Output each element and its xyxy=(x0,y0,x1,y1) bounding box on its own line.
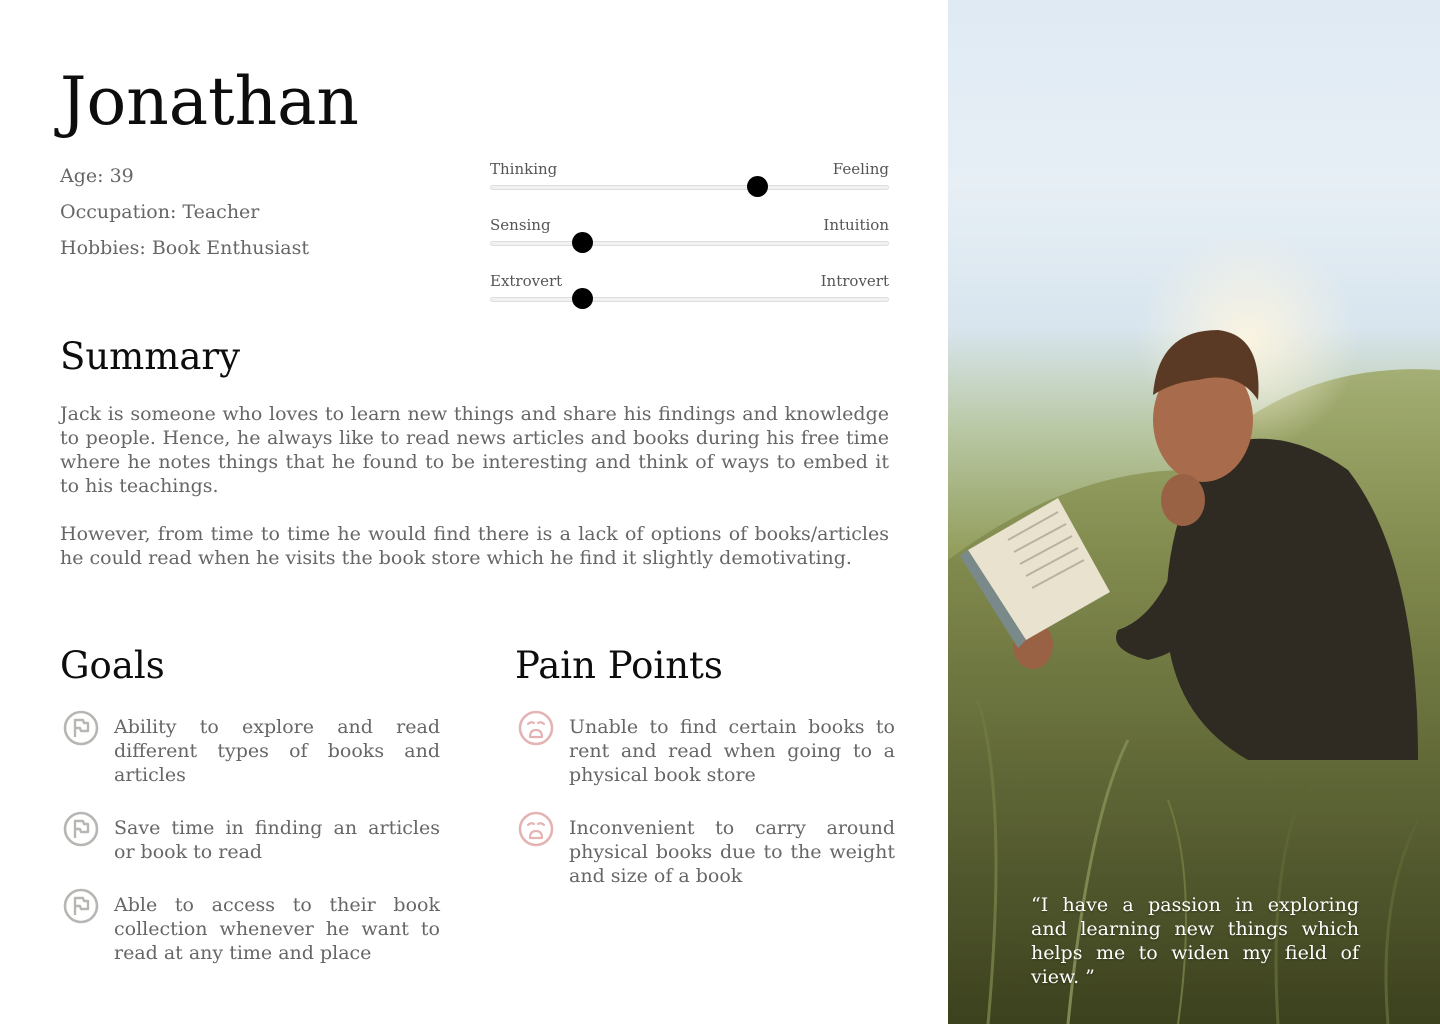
goals-list xyxy=(60,715,440,965)
pain-points-heading: Pain Points xyxy=(515,644,723,687)
trait-slider-extrovert-introvert xyxy=(490,272,889,328)
goals-heading: Goals xyxy=(60,644,165,687)
summary-paragraph: However, from time to time he would find there is a lack of options of books/articles he could read when he visits the book store which he find it slightly demotivating. xyxy=(60,523,889,569)
slider-track xyxy=(490,297,889,302)
goal-text: Save time in finding an articles or book to read xyxy=(114,817,440,863)
sad-face-icon xyxy=(517,709,555,747)
pain-point-text: Unable to find certain books to rent and read when going to a physical book store xyxy=(569,716,895,786)
persona-quote: “I have a passion in exploring and learning new things which helps me to widen my field of view. ” xyxy=(1031,894,1359,988)
slider-knob xyxy=(572,232,593,253)
trait-right-label: Feeling xyxy=(832,160,889,178)
sad-face-icon xyxy=(517,810,555,848)
goal-item xyxy=(60,816,440,864)
trait-left-label: Thinking xyxy=(490,160,558,178)
slider-track xyxy=(490,185,889,190)
trait-left-label: Sensing xyxy=(490,216,551,234)
goal-text: Able to access to their book collection whenever he want to read at any time and place xyxy=(114,894,440,964)
persona-name: Jonathan xyxy=(60,63,359,140)
slider-track xyxy=(490,241,889,246)
persona-age: Age: 39 xyxy=(60,165,134,187)
personality-sliders xyxy=(490,160,889,328)
summary-heading: Summary xyxy=(60,335,240,378)
slider-knob xyxy=(747,176,768,197)
trait-right-label: Introvert xyxy=(820,272,889,290)
pain-point-text: Inconvenient to carry around physical books due to the weight and size of a book xyxy=(569,817,895,887)
persona-photo xyxy=(948,0,1440,1024)
photo-illustration xyxy=(948,0,1440,1024)
pain-point-item xyxy=(515,715,895,787)
persona-occupation: Occupation: Teacher xyxy=(60,201,260,223)
pain-points-list xyxy=(515,715,895,888)
persona-hobbies: Hobbies: Book Enthusiast xyxy=(60,237,309,259)
goal-text: Ability to explore and read different types of books and articles xyxy=(114,716,440,786)
flag-icon xyxy=(62,887,100,925)
goal-item xyxy=(60,715,440,787)
summary-paragraph: Jack is someone who loves to learn new things and share his findings and knowledge to people. Hence, he always like to read news articles and books during his free time where he notes things that he found to be interesting and think of ways to embed it to his teachings. xyxy=(60,403,889,497)
trait-right-label: Intuition xyxy=(823,216,889,234)
pain-point-item xyxy=(515,816,895,888)
trait-slider-thinking-feeling xyxy=(490,160,889,216)
flag-icon xyxy=(62,709,100,747)
trait-slider-sensing-intuition xyxy=(490,216,889,272)
slider-knob xyxy=(572,288,593,309)
persona-details xyxy=(60,158,309,266)
goal-item xyxy=(60,893,440,965)
trait-left-label: Extrovert xyxy=(490,272,563,290)
flag-icon xyxy=(62,810,100,848)
